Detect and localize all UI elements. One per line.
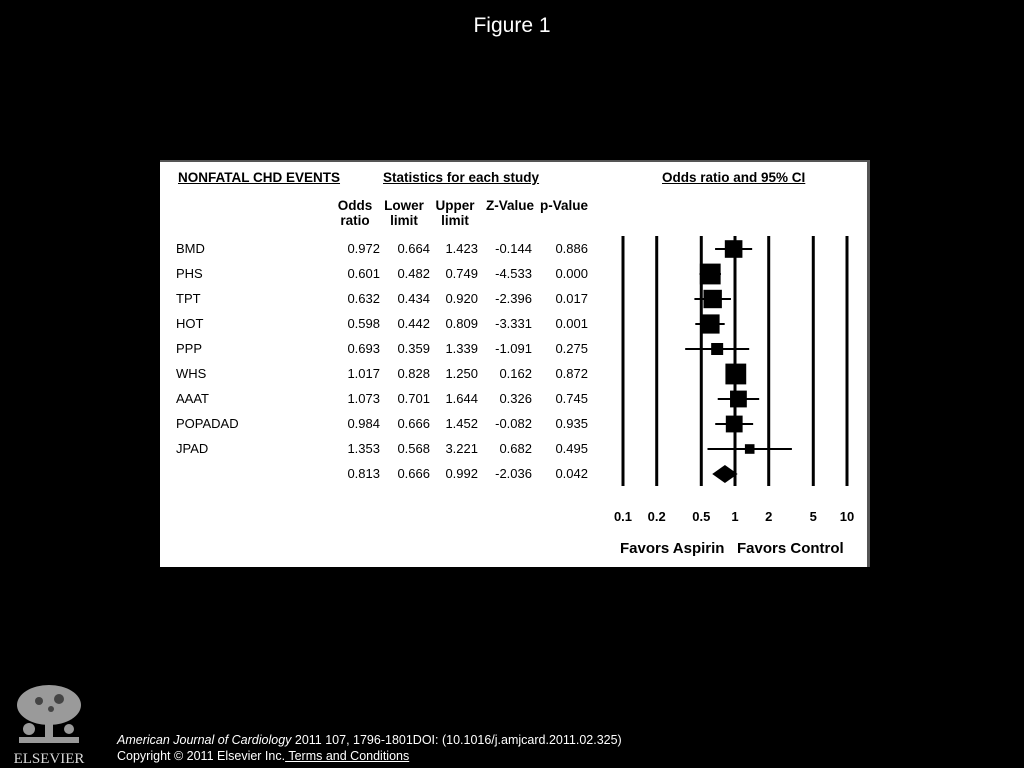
col-header-lower-limit: Lower limit	[384, 198, 424, 228]
citation-details: 2011 107, 1796-1801DOI: (10.1016/j.amjcard.2011.02.325)	[291, 733, 622, 747]
terms-link[interactable]: Terms and Conditions	[285, 749, 410, 763]
study-z-value: -4.533	[495, 266, 532, 281]
or-marker-hot	[700, 314, 719, 333]
col-header-odds-ratio: Odds ratio	[337, 198, 373, 228]
study-or-value: 0.601	[347, 266, 380, 281]
or-marker-whs	[725, 364, 746, 385]
study-z-value: -2.396	[495, 291, 532, 306]
tick-label: 0.5	[692, 509, 711, 524]
study-p-value: 0.872	[555, 366, 588, 381]
study-lower-value: 0.701	[397, 391, 430, 406]
tick-label: 5	[809, 509, 817, 524]
study-lower-value: 0.666	[397, 466, 430, 481]
study-or-value: 0.972	[347, 241, 380, 256]
study-or-value: 0.984	[347, 416, 380, 431]
col-header-p-value: p-Value	[539, 198, 588, 213]
study-or-value: 0.598	[347, 316, 380, 331]
study-lower-value: 0.442	[397, 316, 430, 331]
study-lower-value: 0.664	[397, 241, 430, 256]
copyright-line	[117, 749, 409, 763]
or-marker-bmd	[725, 240, 743, 258]
study-lower-value: 0.434	[397, 291, 430, 306]
col-header-z-value: Z-Value	[485, 198, 534, 213]
or-marker-phs	[700, 264, 721, 285]
study-upper-value: 0.809	[445, 316, 478, 331]
study-name: JPAD	[176, 441, 209, 456]
favors-control-label: Favors Control	[737, 540, 844, 557]
events-header: NONFATAL CHD EVENTS	[178, 170, 341, 185]
study-z-value: -0.144	[495, 241, 532, 256]
study-p-value: 0.001	[555, 316, 588, 331]
study-name: HOT	[176, 316, 204, 331]
study-lower-value: 0.359	[397, 341, 430, 356]
study-z-value: -0.082	[495, 416, 532, 431]
study-upper-value: 3.221	[445, 441, 478, 456]
study-p-value: 0.042	[555, 466, 588, 481]
study-lower-value: 0.828	[397, 366, 430, 381]
citation-line	[117, 733, 622, 747]
study-p-value: 0.017	[555, 291, 588, 306]
study-name: TPT	[176, 291, 201, 306]
tick-label: 0.1	[613, 509, 633, 524]
study-upper-value: 1.644	[445, 391, 478, 406]
study-z-value: 0.162	[499, 366, 532, 381]
study-name: BMD	[176, 241, 205, 256]
study-lower-value: 0.568	[397, 441, 430, 456]
study-upper-value: 1.339	[445, 341, 478, 356]
elsevier-logo-text: ELSEVIER	[13, 751, 85, 765]
tick-label: 1	[731, 509, 739, 524]
study-upper-value: 1.250	[445, 366, 478, 381]
copyright-text: Copyright © 2011 Elsevier Inc.	[117, 749, 286, 763]
study-upper-value: 0.920	[445, 291, 478, 306]
study-p-value: 0.000	[555, 266, 588, 281]
study-or-value: 1.017	[347, 366, 380, 381]
study-lower-value: 0.666	[397, 416, 430, 431]
study-upper-value: 1.423	[445, 241, 478, 256]
or-marker-aaat	[730, 391, 747, 408]
study-name: AAAT	[176, 391, 209, 406]
or-marker-tpt	[703, 290, 721, 308]
study-p-value: 0.745	[555, 391, 588, 406]
study-name: POPADAD	[176, 416, 239, 431]
study-p-value: 0.275	[555, 341, 588, 356]
journal-name: American Journal of Cardiology	[117, 733, 292, 747]
stats-header: Statistics for each study	[383, 170, 540, 185]
study-upper-value: 1.452	[445, 416, 478, 431]
study-or-value: 0.813	[347, 466, 380, 481]
study-or-value: 0.693	[347, 341, 380, 356]
study-or-value: 1.353	[347, 441, 380, 456]
tick-label: 10	[839, 509, 855, 524]
study-upper-value: 0.749	[445, 266, 478, 281]
tick-label: 2	[765, 509, 773, 524]
tick-label: 0.2	[647, 509, 666, 524]
study-name: WHS	[176, 366, 207, 381]
study-or-value: 1.073	[347, 391, 380, 406]
study-z-value: -3.331	[495, 316, 532, 331]
study-z-value: 0.682	[499, 441, 532, 456]
study-p-value: 0.886	[555, 241, 588, 256]
favors-aspirin-label: Favors Aspirin	[620, 540, 725, 557]
or-marker-jpad	[745, 444, 755, 454]
study-name: PHS	[176, 266, 203, 281]
study-z-value: -1.091	[495, 341, 532, 356]
study-p-value: 0.935	[555, 416, 588, 431]
or-marker-popadad	[726, 416, 743, 433]
study-p-value: 0.495	[555, 441, 588, 456]
study-lower-value: 0.482	[397, 266, 430, 281]
col-header-upper-limit: Upper limit	[435, 198, 475, 228]
elsevier-logo	[9, 681, 89, 765]
study-z-value: 0.326	[499, 391, 532, 406]
forest-plot-svg	[160, 160, 870, 567]
forest-plot-figure	[160, 160, 870, 567]
or-marker-ppp	[711, 343, 723, 355]
study-upper-value: 0.992	[445, 466, 478, 481]
study-or-value: 0.632	[347, 291, 380, 306]
slide-title: Figure 1	[473, 14, 551, 37]
study-name: PPP	[176, 341, 203, 356]
odds-ci-header: Odds ratio and 95% CI	[662, 170, 806, 185]
study-z-value: -2.036	[495, 466, 532, 481]
